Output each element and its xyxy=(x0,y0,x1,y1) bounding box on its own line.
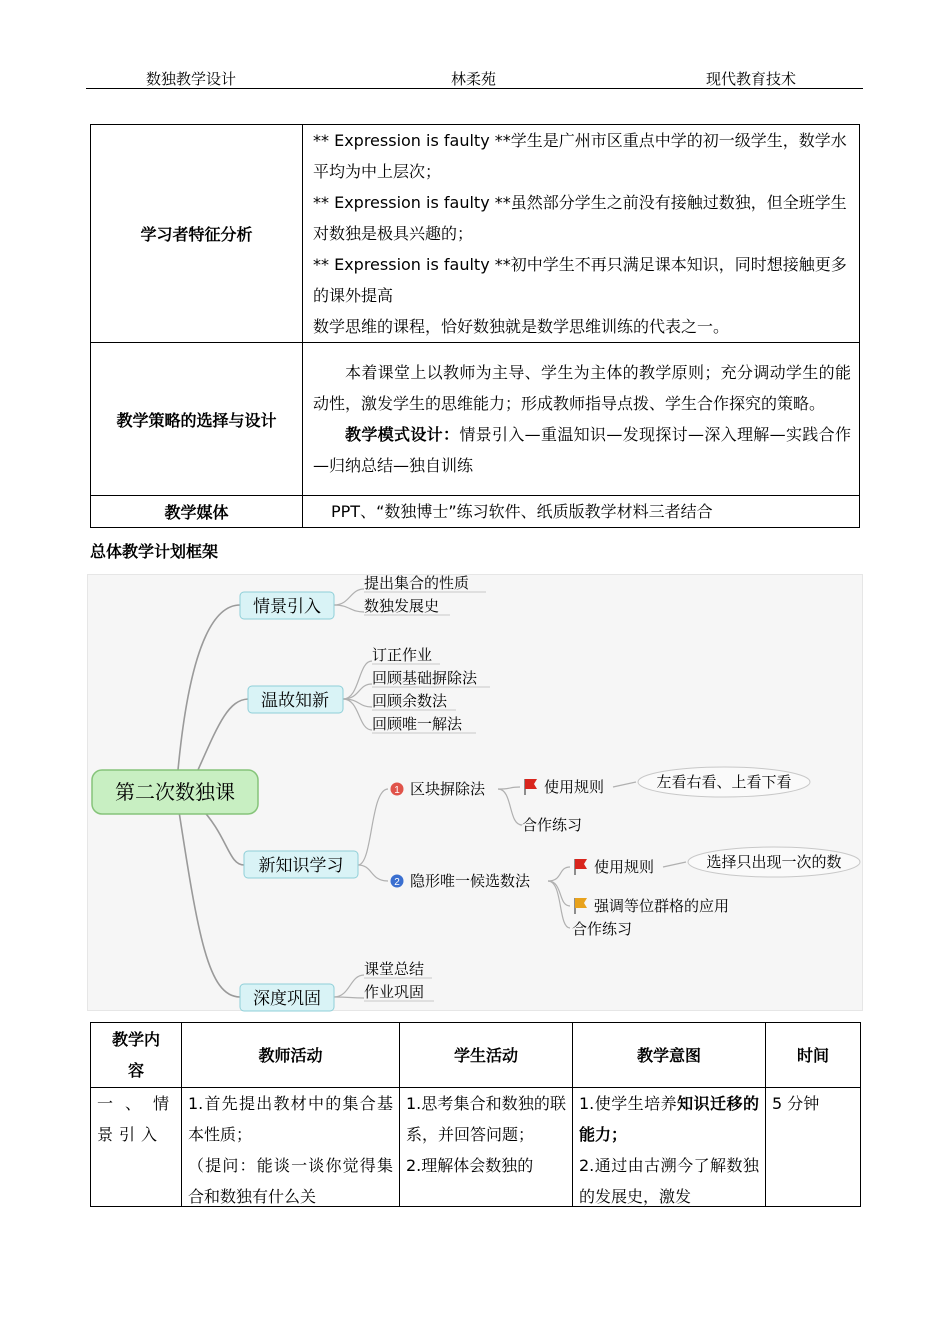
column-header: 教学内容 xyxy=(91,1023,182,1088)
time-cell: 5 分钟 xyxy=(766,1088,861,1207)
learner-line: ** Expression is faulty **学生是广州市区重点中学的初一级学生，数学水平均为中上层次； xyxy=(313,131,847,181)
header-center: 林柔苑 xyxy=(451,70,497,88)
table-header-row xyxy=(91,1023,861,1088)
row-content xyxy=(303,125,860,343)
header-right: 现代教育技术 xyxy=(706,70,797,88)
subtopic-label: 隐形唯一候选数法 xyxy=(410,872,531,890)
column-header: 学生活动 xyxy=(400,1023,573,1088)
mode-label: 教学模式设计： xyxy=(345,425,460,444)
emphasis-label: 强调等位群格的应用 xyxy=(594,897,730,915)
leaf-item: 回顾余数法 xyxy=(372,692,448,710)
strategy-paragraph: 本着课堂上以教师为主导、学生为主体的教学原则；充分调动学生的能动性，激发学生的思维能力；形成教师指导点拨、学生合作探究的策略。 xyxy=(313,363,851,413)
red-flag-icon xyxy=(525,779,537,795)
number-2-text: 2 xyxy=(394,877,400,888)
learner-line: 数学思维的课程，恰好数独就是数学思维训练的代表之一。 xyxy=(313,317,730,336)
lesson-plan-table xyxy=(90,1022,861,1207)
column-header: 教师活动 xyxy=(182,1023,400,1088)
leaf-item: 提出集合的性质 xyxy=(364,575,470,592)
leaf-item: 回顾唯一解法 xyxy=(372,715,463,733)
subtopic-label: 区块摒除法 xyxy=(410,780,486,798)
header-left: 数独教学设计 xyxy=(146,70,237,88)
intent-cell xyxy=(573,1088,766,1207)
intent-line: 2.通过由古溯今了解数独的发展史，激发 xyxy=(579,1156,759,1206)
row-label: 学习者特征分析 xyxy=(91,125,303,343)
teacher-line: （提问：能谈一谈你觉得集合和数独有什么关 xyxy=(188,1156,393,1206)
row-label: 教学策略的选择与设计 xyxy=(91,343,303,496)
root-label: 第二次数独课 xyxy=(115,780,235,804)
page-header xyxy=(86,68,863,89)
practice-label: 合作练习 xyxy=(522,816,583,834)
rule-note: 左看右看、上看下看 xyxy=(656,773,792,791)
row-content: PPT、“数独博士”练习软件、纸质版教学材料三者结合 xyxy=(303,496,860,528)
teacher-line: 1.首先提出教材中的集合基本性质； xyxy=(188,1094,393,1144)
student-line: 2.理解体会数独的 xyxy=(406,1156,534,1175)
leaf-item: 订正作业 xyxy=(372,646,433,664)
teacher-cell xyxy=(182,1088,400,1207)
student-cell xyxy=(400,1088,573,1207)
analysis-table xyxy=(90,124,860,528)
table-row xyxy=(91,1088,861,1207)
row-content xyxy=(303,343,860,496)
branch-label: 温故知新 xyxy=(261,691,329,711)
leaf-item: 数独发展史 xyxy=(364,597,440,615)
content-cell: 一、情景引入 xyxy=(91,1088,182,1207)
intent-line: 1.使学生培养知识迁移的能力； xyxy=(579,1094,759,1144)
rule-note: 选择只出现一次的数 xyxy=(706,853,842,871)
rule-label: 使用规则 xyxy=(594,858,655,876)
mindmap-canvas xyxy=(88,575,864,1012)
learner-line: ** Expression is faulty **虽然部分学生之前没有接触过数独，但全班学生对数独是极具兴趣的； xyxy=(313,193,847,243)
branch-label: 情景引入 xyxy=(253,597,321,617)
branch-label: 新知识学习 xyxy=(258,856,344,876)
mode-steps: 情景引入—重温知识—发现探讨—深入理解—实践合作—归纳总结—独自训练 xyxy=(313,425,851,475)
section-title: 总体教学计划框架 xyxy=(90,542,219,561)
learner-line: ** Expression is faulty **初中学生不再只满足课本知识，同时想接触更多的课外提高 xyxy=(313,255,847,305)
table-row xyxy=(91,343,860,496)
orange-flag-icon xyxy=(575,898,587,914)
mode-paragraph xyxy=(313,419,851,481)
practice-label: 合作练习 xyxy=(572,920,633,938)
table-row xyxy=(91,496,860,528)
leaf-item: 回顾基础摒除法 xyxy=(372,669,478,687)
table-row xyxy=(91,125,860,343)
mindmap xyxy=(87,574,863,1011)
row-label: 教学媒体 xyxy=(91,496,303,528)
number-1-text: 1 xyxy=(394,785,400,796)
branch-label: 深度巩固 xyxy=(253,989,321,1009)
leaf-item: 作业巩固 xyxy=(364,983,425,1001)
rule-label: 使用规则 xyxy=(544,778,605,796)
column-header: 时间 xyxy=(766,1023,861,1088)
leaf-item: 课堂总结 xyxy=(364,960,425,978)
student-line: 1.思考集合和数独的联系，并回答问题； xyxy=(406,1094,566,1144)
red-flag-icon xyxy=(575,859,587,875)
column-header: 教学意图 xyxy=(573,1023,766,1088)
